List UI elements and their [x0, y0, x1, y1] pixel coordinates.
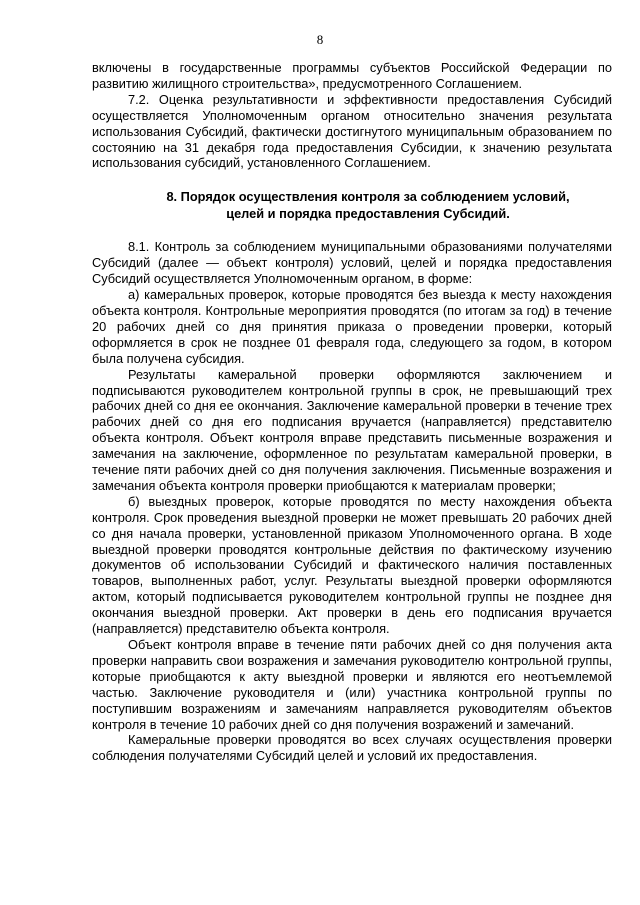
paragraph-b-field-audits: б) выездных проверок, которые проводятся по месту нахождения объекта контроля. Срок проведения выездной проверки не может превышать 20 рабочих дней со дня начала проверки, установленной приказом Уполномоченного органа. В ходе выездной проверки проводятся контрольные действия по фактическому изучению документов об использовании Субсидий и фактического наличия поставленных товаров, выполненных работ, услуг. Результаты выездной проверки оформляются актом, который подписывается руководителем контрольной группы не позднее дня окончания выездной проверки. Акт проверки в день его подписания вручается (направляется) представителю объекта контроля. [92, 493, 612, 637]
paragraph-7-1-continuation: включены в государственные программы субъектов Российской Федерации по развитию жилищного строительства», предусмотренного Соглашением. [92, 60, 612, 91]
paragraph-desk-audit-results: Результаты камеральной проверки оформляются заключением и подписываются руководителем контрольной группы в срок, не превышающий трех рабочих дней со дня ее окончания. Заключение камеральной проверки в течение трех рабочих дней со дня его подписания вручается (направляется) представителю объекта контроля. Объект контроля вправе представить письменные возражения и замечания на заключение, оформленное по результатам камеральной проверки, в течение пяти рабочих дней со дня получения заключения. Письменные возражения и замечания объекта контроля проверки приобщаются к материалам проверки; [92, 366, 612, 493]
document-body [92, 60, 612, 764]
page-number: 8 [316, 32, 324, 47]
paragraph-8-1: 8.1. Контроль за соблюдением муниципальными образованиями получателями Субсидий (далее — объект контроля) условий, целей и порядка предоставления Субсидий осуществляется Уполномоченным органом, в форме: [92, 239, 612, 287]
paragraph-objections: Объект контроля вправе в течение пяти рабочих дней со дня получения акта проверки направить свои возражения и замечания руководителю контрольной группы, которые приобщаются к акту выездной проверки и являются его неотъемлемой частью. Заключение руководителя и (или) участника контрольной группы по поступившим возражениям и замечаниям направляется руководителям объектов контроля в течение 10 рабочих дней со дня получения возражений и замечаний. [92, 637, 612, 732]
paragraph-final: Камеральные проверки проводятся во всех случаях осуществления проверки соблюдения получателями Субсидий целей и условий их предоставления. [92, 732, 612, 764]
paragraph-a-desk-audits: а) камеральных проверок, которые проводятся без выезда к месту нахождения объекта контроля. Контрольные мероприятия проводятся (по итогам за год) в течение 20 рабочих дней со дня принятия приказа о проведении проверки, который оформляется в срок не позднее 01 февраля года, следующего за годом, в котором была получена субсидия. [92, 287, 612, 366]
section-8-heading: 8. Порядок осуществления контроля за соблюдением условий, целей и порядка предоставления Субсидий. [166, 189, 570, 222]
paragraph-7-2: 7.2. Оценка результативности и эффективности предоставления Субсидий осуществляется Уполномоченным органом относительно значения результата использования Субсидий, фактически достигнутого муниципальным образованием по состоянию на 31 декабря года предоставления Субсидии, к значению результата использования субсидий, установленного Соглашением. [92, 91, 612, 171]
